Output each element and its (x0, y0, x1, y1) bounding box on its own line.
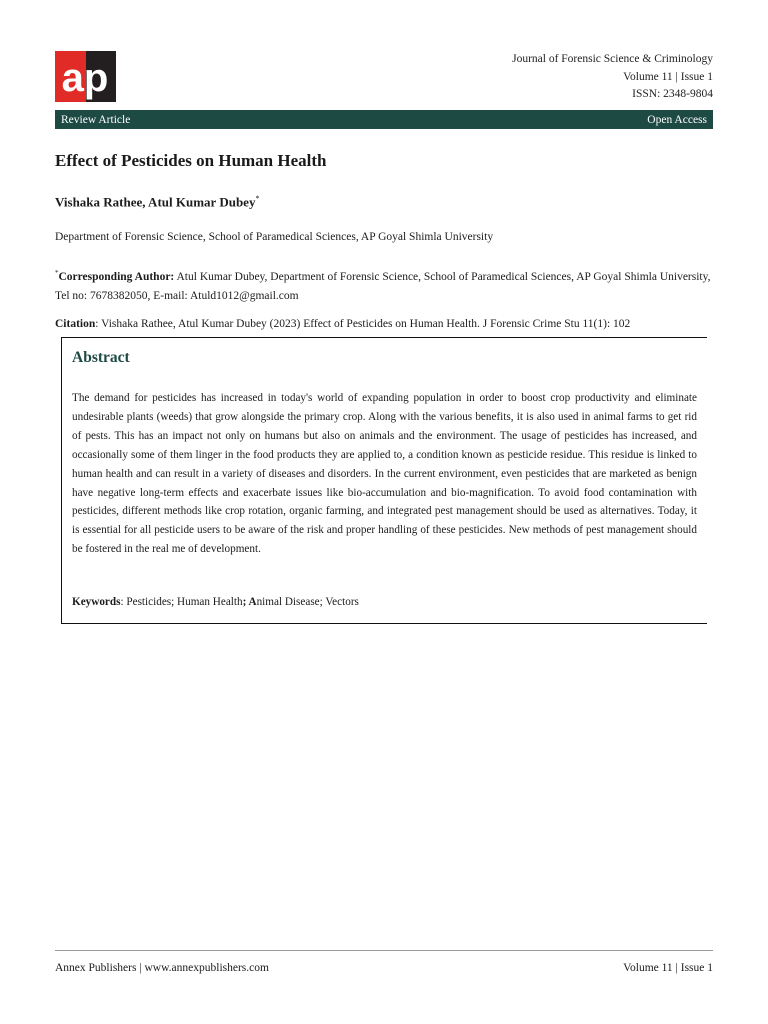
citation (55, 318, 725, 330)
author-list (55, 194, 259, 210)
citation-label: Citation (55, 318, 96, 330)
journal-volume-issue: Volume 11 | Issue 1 (623, 70, 713, 83)
corr-label: Corresponding Author: (58, 270, 175, 283)
corr-footnote-mark: * (55, 269, 59, 277)
journal-name: Journal of Forensic Science & Criminology (512, 53, 713, 65)
author-footnote-mark: * (255, 194, 260, 203)
journal-issn: ISSN: 2348-9804 (632, 88, 713, 100)
footer-publisher: Annex Publishers | www.annexpublishers.com (55, 962, 269, 974)
keywords-label: Keywords (72, 596, 121, 608)
keywords-separator: ; A (242, 596, 257, 608)
corr-text: Atul Kumar Dubey, Department of Forensic Science, School of Paramedical Sciences, AP Goyal Shimla University, Tel no: 7678382050, E-mail: Atuld1012@gmail.com (55, 270, 711, 302)
open-access-label: Open Access (647, 113, 707, 126)
affiliation: Department of Forensic Science, School of Paramedical Sciences, AP Goyal Shimla University (55, 231, 494, 243)
authors: Vishaka Rathee, Atul Kumar Dubey (55, 194, 256, 210)
article-type: Review Article (61, 113, 131, 126)
article-title: Effect of Pesticides on Human Health (55, 151, 327, 170)
article-type-banner (55, 110, 713, 129)
logo-text: ap (61, 56, 109, 100)
citation-text: : Vishaka Rathee, Atul Kumar Dubey (2023) Effect of Pesticides on Human Health. J Forensic Crime Stu 11(1): 102 (95, 318, 631, 330)
publisher-logo (55, 51, 116, 102)
footer-volume-issue: Volume 11 | Issue 1 (623, 962, 713, 974)
abstract-heading: Abstract (72, 349, 130, 366)
keywords-part2: nimal Disease; Vectors (256, 596, 359, 608)
abstract-text: The demand for pesticides has increased in today's world of expanding population in order to boost crop productivity and eliminate undesirable plants (weeds) that grow alongside the primary crop. Along with the various benefits, it is also used in animal farms to get rid of pests. This has an impact not only on humans but also on animals and the environment. The usage of pesticides has increased, and occasionally some of them linger in the food products they are applied to, a condition known as pesticide residue. This residue is linked to human health and can result in a variety of diseases and disorders. In the current environment, even pesticides that are marketed as benign have negative long-term effects and exacerbate issues like bio-accumulation and bio-magnification. To avoid food contamination with pesticides, different methods like crop rotation, organic farming, and integrated pest management should be used as alternatives. Today, it is essential for all pesticide users to be aware of the risk and proper handling of these pesticides. New methods of pest management should be fostered in the real me of development. (72, 392, 697, 556)
abstract-box (61, 337, 707, 624)
keywords-part1: : Pesticides; Human Health (120, 596, 243, 608)
journal-info (512, 51, 713, 104)
corresponding-author (55, 264, 713, 306)
keywords (72, 596, 359, 608)
footer-divider (55, 950, 713, 951)
